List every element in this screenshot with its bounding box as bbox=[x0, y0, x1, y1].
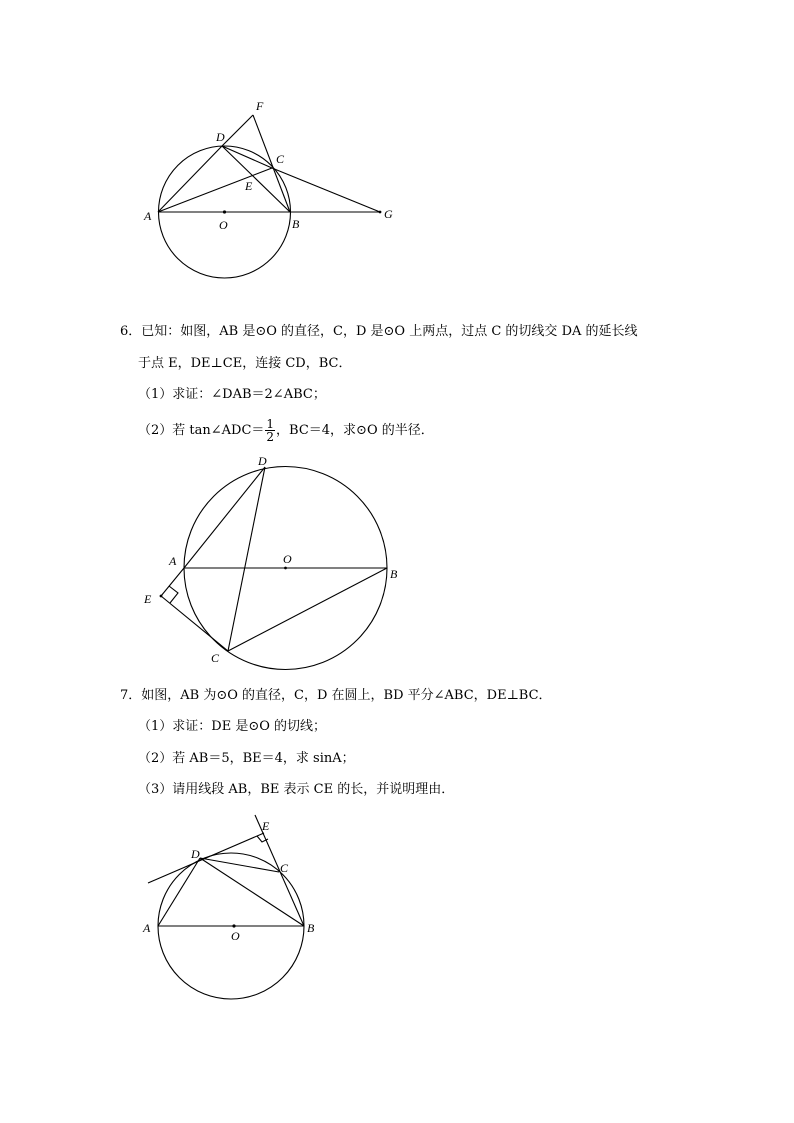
fraction-denominator: 2 bbox=[266, 430, 275, 444]
figure-3-line-DC bbox=[200, 858, 279, 872]
problem-6-q2-prefix: （2）若 tan∠ADC＝ bbox=[138, 423, 265, 438]
figure-2-label-E: E bbox=[144, 592, 152, 606]
problem-6-statement-line-2: 于点 E，DE⊥CE，连接 CD，BC． bbox=[138, 356, 352, 371]
figure-1-label-D: D bbox=[216, 130, 225, 144]
figure-1-label-A: A bbox=[144, 209, 152, 223]
figure-3-label-B: B bbox=[307, 921, 315, 935]
figure-1-label-C: C bbox=[276, 152, 285, 166]
figure-1-label-G: G bbox=[384, 207, 393, 221]
problem-6-number: 6． bbox=[120, 324, 142, 339]
figure-3-label-D: D bbox=[191, 847, 200, 861]
figure-2-label-O: O bbox=[283, 552, 292, 566]
figure-3-line-AD bbox=[158, 858, 200, 926]
problem-7-question-2: （2）若 AB＝5，BE＝4，求 sinA； bbox=[138, 751, 355, 766]
problem-6-q2-suffix: ，BC＝4，求⊙O 的半径． bbox=[276, 423, 434, 438]
problem-6-question-1: （1）求证：∠DAB＝2∠ABC； bbox=[138, 387, 326, 402]
figure-3-center-dot bbox=[232, 924, 235, 927]
problem-7-question-1: （1）求证：DE 是⊙O 的切线； bbox=[138, 719, 326, 734]
figure-3-label-A: A bbox=[143, 921, 151, 935]
fraction-numerator: 1 bbox=[266, 417, 275, 431]
figure-3-label-E: E bbox=[262, 819, 270, 833]
problem-7-number: 7． bbox=[120, 688, 142, 703]
figure-2-label-C: C bbox=[211, 651, 220, 665]
figure-2-label-A: A bbox=[169, 554, 177, 568]
figure-1-label-F: F bbox=[256, 99, 264, 113]
figure-1-label-O: O bbox=[219, 218, 228, 232]
figure-2-label-D: D bbox=[258, 454, 267, 468]
figure-1-label-B: B bbox=[292, 217, 300, 231]
figure-3-label-C: C bbox=[280, 861, 289, 875]
figure-3-tangent-DE bbox=[148, 833, 264, 883]
figure-1-label-E: E bbox=[245, 179, 253, 193]
figure-2-label-B: B bbox=[390, 567, 398, 581]
problem-7-question-3: （3）请用线段 AB，BE 表示 CE 的长，并说明理由． bbox=[138, 782, 455, 797]
problem-6-line-1-text: 已知：如图，AB 是⊙O 的直径，C，D 是⊙O 上两点，过点 C 的切线交 DA 的延长线 bbox=[141, 324, 638, 339]
problem-7-line-1-text: 如图，AB 为⊙O 的直径，C，D 在圆上，BD 平分∠ABC，DE⊥BC． bbox=[141, 688, 552, 703]
figure-3-label-O: O bbox=[231, 929, 240, 943]
